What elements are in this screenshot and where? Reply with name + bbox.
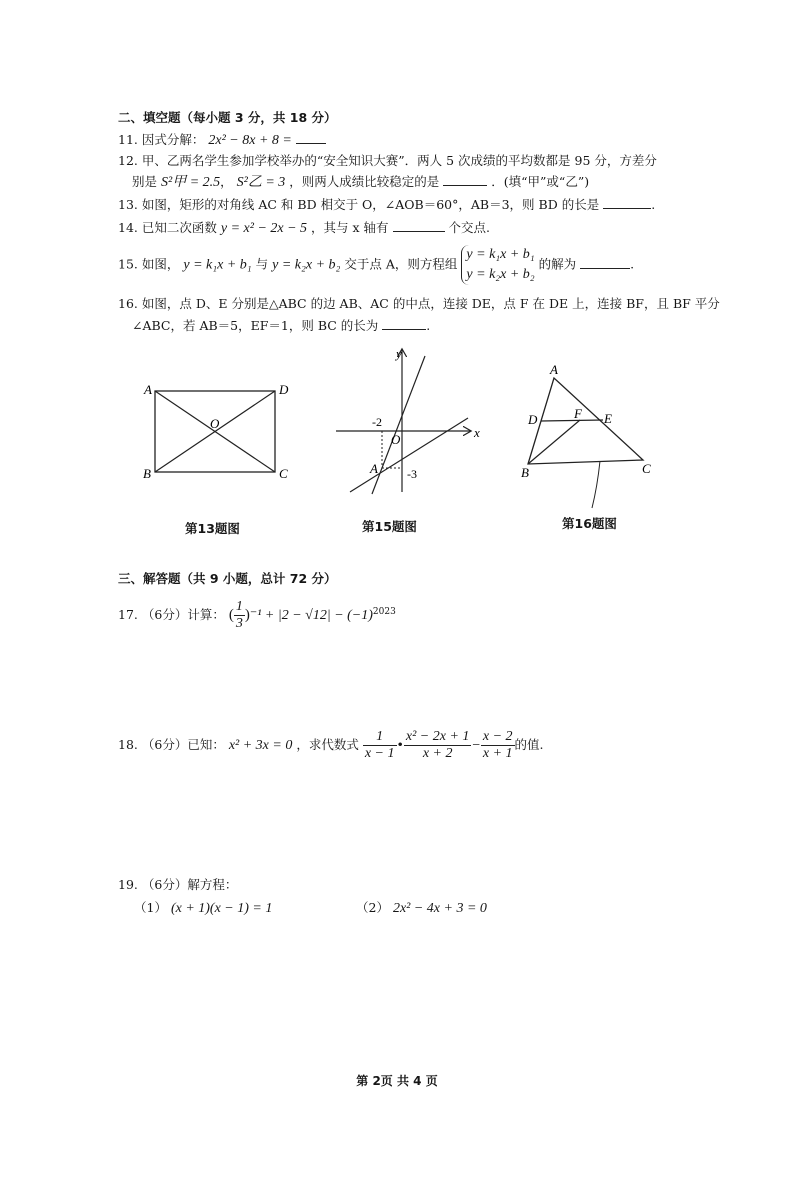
figure-16-caption: 第16题图 <box>562 516 617 531</box>
section2-title: 二、填空题（每小题 3 分，共 18 分） <box>118 110 337 125</box>
fig16-label-c: C <box>642 461 651 476</box>
q15-text2: 交于点 A，则方程组 <box>344 256 458 272</box>
q17-open-paren: ( <box>228 607 234 624</box>
question-19 <box>118 877 237 893</box>
question-13 <box>118 196 655 213</box>
q18-text: （6分）已知： <box>141 737 225 752</box>
figure-13-rectangle <box>138 378 298 483</box>
fig13-label-a: A <box>144 382 152 397</box>
q16-number: 16. <box>118 296 138 311</box>
figure-13-caption: 第13题图 <box>185 521 240 536</box>
figure-16-triangle <box>518 362 663 512</box>
fig16-segment-de <box>541 420 603 421</box>
figure-15-caption: 第15题图 <box>362 519 417 534</box>
page-footer: 第 2页 共 4 页 <box>356 1074 438 1088</box>
q18-f1-num: 1 <box>363 729 397 746</box>
q15-system-eq1: y = k₁x + b₁ <box>466 247 535 262</box>
fig16-label-b: B <box>521 465 529 480</box>
fig13-label-d: D <box>279 382 289 397</box>
fig15-label-minus3: -3 <box>407 467 417 481</box>
question-15 <box>118 245 634 285</box>
q15-expr1: y = k₁x + b₁ <box>183 257 252 273</box>
q19-p1-equation: (x + 1)(x − 1) = 1 <box>170 901 273 916</box>
q13-answer-blank <box>603 196 651 209</box>
q18-f2-den: x + 2 <box>422 746 453 761</box>
fig13-label-b: B <box>143 466 151 481</box>
q14-text2: ，其与 x 轴有 <box>311 220 389 235</box>
q16-answer-blank <box>382 317 426 330</box>
question-12-line2: 别是 S²甲 = 2.5， S²乙 = 3 ，则两人成绩比较稳定的是 ．(填“甲”或“乙”) <box>132 174 590 190</box>
q14-answer-blank <box>393 219 445 232</box>
q17-number: 17. <box>118 607 138 623</box>
q12-answer-blank <box>443 173 487 186</box>
q14-number: 14. <box>118 220 138 235</box>
q18-dot: • <box>396 737 404 752</box>
q12-line2b: ，则两人成绩比较稳定的是 <box>289 174 440 189</box>
q14-text: 已知二次函数 <box>141 220 217 235</box>
fig13-label-c: C <box>279 466 288 481</box>
question-14 <box>118 219 490 237</box>
fig13-label-o: O <box>210 416 220 431</box>
fig15-label-minus2: -2 <box>372 415 382 429</box>
fig16-label-a: A <box>550 362 558 377</box>
q15-expr2: y = k₂x + b₂ <box>272 257 341 273</box>
q15-text3: 的解为 <box>538 256 577 272</box>
fig16-label-f: F <box>574 406 582 421</box>
q13-end: . <box>651 197 656 212</box>
q12-line2a: 别是 <box>132 174 158 189</box>
q19-p1-label: （1） <box>134 900 167 915</box>
q18-f3-den: x + 1 <box>482 746 513 761</box>
q12-number: 12. <box>118 153 138 168</box>
q18-number: 18. <box>118 737 138 752</box>
q18-text2: ，求代数式 <box>296 737 359 752</box>
q13-number: 13. <box>118 197 138 212</box>
q16-line2: ∠ABC，若 AB＝5，EF＝1，则 BC 的长为 <box>132 318 379 333</box>
q18-f1-den: x − 1 <box>364 746 395 761</box>
q18-minus: − <box>471 738 481 753</box>
q12-variance-jia: S²甲 = 2.5 <box>161 175 221 190</box>
figure-15-graph <box>330 344 490 500</box>
fig16-label-e: E <box>604 411 612 426</box>
q18-fraction1 <box>363 729 397 762</box>
question-19-part1 <box>134 900 272 917</box>
q15-text: 如图， <box>141 256 180 272</box>
q15-number: 15. <box>118 256 138 272</box>
fig15-label-a: A <box>370 461 378 476</box>
q18-end: 的值. <box>514 737 544 752</box>
q18-fraction2 <box>404 729 472 762</box>
q16-end: . <box>426 318 431 333</box>
q15-system-eq2: y = k₂x + b₂ <box>466 267 535 282</box>
q18-fraction3 <box>481 729 515 762</box>
q19-text: （6分）解方程： <box>141 877 238 892</box>
q19-number: 19. <box>118 877 138 892</box>
q19-p2-equation: 2x² − 4x + 3 = 0 <box>392 901 487 916</box>
q19-p2-label: （2） <box>356 900 389 915</box>
question-12-line1 <box>118 153 657 169</box>
q14-expression: y = x² − 2x − 5 <box>220 221 308 236</box>
q17-exponent: 2023 <box>372 607 396 617</box>
q15-answer-blank <box>580 256 630 269</box>
section3-title: 三、解答题（共 9 小题，总计 72 分） <box>118 571 337 586</box>
q18-f2-num: x² − 2x + 1 <box>405 729 470 744</box>
q17-fraction <box>234 599 245 632</box>
q17-frac-num: 1 <box>235 599 243 615</box>
q12-variance-yi: S²乙 = 3 <box>236 175 286 190</box>
fig15-label-x: x <box>474 425 480 440</box>
q16-line1: 如图，点 D、E 分别是△ABC 的边 AB、AC 的中点，连接 DE，点 F 在 DE 上，连接 BF，且 BF 平分 <box>141 296 720 311</box>
q17-close-paren: ) <box>244 607 250 624</box>
q11-text: 因式分解： <box>141 132 205 147</box>
q12-line1: 甲、乙两名学生参加学校举办的“安全知识大赛”．两人 5 次成绩的平均数都是 95 分，方差分 <box>141 153 657 168</box>
q11-number: 11. <box>118 132 138 147</box>
q12-line2c: ．(填“甲”或“乙”) <box>491 174 590 189</box>
question-16-line1 <box>118 296 720 312</box>
fig16-label-d: D <box>528 412 538 427</box>
q14-text3: 个交点. <box>448 220 490 235</box>
q18-condition: x² + 3x = 0 <box>228 738 293 753</box>
fig16-pen-mark <box>592 461 600 508</box>
question-17 <box>118 596 396 632</box>
question-16-line2 <box>132 317 430 334</box>
q15-equation-system <box>461 245 534 285</box>
q15-mid: 与 <box>255 256 269 272</box>
q17-expression-rest: ⁻¹ + |2 − √12| − (−1) <box>249 608 373 624</box>
question-19-part2 <box>356 900 487 917</box>
fig15-label-y: y <box>396 346 402 361</box>
q17-text: （6分）计算： <box>141 607 225 623</box>
q15-end: . <box>630 256 635 272</box>
q18-f3-num: x − 2 <box>482 729 513 744</box>
q13-text: 如图，矩形的对角线 AC 和 BD 相交于 O，∠AOB＝60°，AB＝3，则 BD 的长是 <box>141 197 600 212</box>
question-11 <box>118 131 326 149</box>
fig15-label-o: O <box>391 432 401 447</box>
q11-expression: 2x² − 8x + 8 = <box>208 133 292 148</box>
q17-frac-den: 3 <box>235 616 243 632</box>
q11-answer-blank <box>296 131 326 144</box>
question-18 <box>118 727 544 764</box>
